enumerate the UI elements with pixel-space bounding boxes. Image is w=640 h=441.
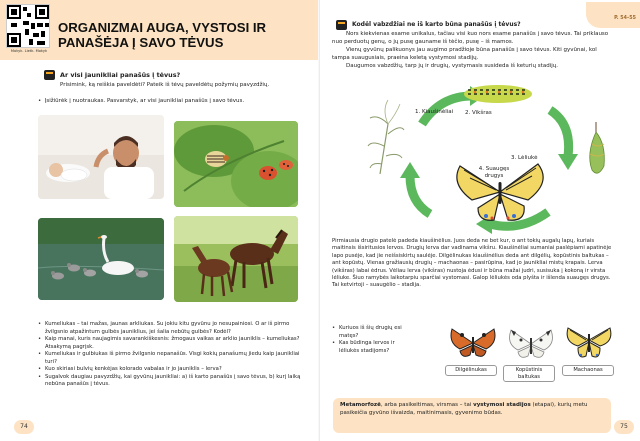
list-item: • Kumeliukas – tai mažas, jaunas arkliukas. Su jokiu kitu gyvūnu jo nesupainiosi. O ar iš pirmo žvilgsnio atpažintum gulbės jauniklius, jei šalia nebūtų gulbės? Kodėl? — [38, 321, 306, 336]
summary-end: (etapai), kurių metu pasikeičia gyvūno išvaizda, maitinimasis, gyvenimo būdas. — [340, 402, 588, 416]
intro-text: Prisimink, ką reiškia paveldėti? Pateik iš tėvų paveldėtų požymių pavyzdžių. — [60, 82, 270, 88]
butterfly-question-list — [332, 325, 412, 355]
list-item: • Kas būdinga lervos ir lėliukės stadijoms? — [332, 340, 412, 355]
photo-horses — [174, 216, 298, 302]
page-title: ORGANIZMAI AUGA, VYSTOSI IR PANAŠĖJA Į SAVO TĖVUS — [58, 20, 267, 50]
list-item: • Kuo skiriasi bulvių kenkėjas kolorado vabalas ir jo jauniklis – lerva? — [38, 366, 306, 374]
life-cycle-diagram — [360, 74, 630, 234]
chapter-badge — [586, 2, 640, 28]
butterfly-caption: Kopūstinis baltukas — [503, 365, 555, 382]
question-icon — [336, 20, 347, 30]
instruction-text — [38, 98, 308, 106]
bullet-icon: • — [38, 98, 45, 104]
section-question: Ar visi jaunikliai panašūs į tėvus? — [60, 71, 181, 79]
definition-box — [333, 398, 611, 433]
qr-caption: Mokyk. Lietk. Mokyk — [10, 49, 48, 53]
small-tortoiseshell-icon — [448, 325, 498, 361]
instruction-label: Įsižiūrėk į nuotraukas. Pasvarstyk, ar visi jaunikliai panašūs į savo tėvus. — [44, 98, 245, 104]
paragraph-3: Daugumos vabzdžių, tarp jų ir drugių, vystymasis susideda iš keturių stadijų. — [346, 63, 558, 69]
summary-mid: , arba pasikeitimas, virsmas – tai — [380, 402, 474, 408]
stage-label-pupa: 3. Lėliukė — [511, 155, 538, 161]
question-icon — [44, 70, 55, 80]
plant-illustration — [368, 100, 404, 174]
summary-term: Metamorfozė — [340, 402, 381, 408]
paragraph-1: Nors kiekvienas esame unikalus, tačiau visi kuo nors esame panašūs į savo tėvus. Tai priklauso nuo perduotų genų, o jų pusę gauname iš tėčio, pusę – iš mamos. — [332, 31, 609, 45]
paragraph-2: Vienų gyvūnų palikuonys jau augimo pradžioje būna panašūs į savo tėvus. Kiti gyvūnai, kol tampa suaugusiais, praeina keletą vystymosi stadijų. — [332, 47, 597, 61]
list-item: • Kaip manai, kuris naujagimis savarankiškesnis: žmogaus vaikas ar arklio jauniklis – kumeliukas? Atsakymą pagrįsk. — [38, 336, 306, 351]
list-item: • Sugalvok daugiau pavyzdžių, kai gyvūnų jaunikliai: a) iš karto panašūs į savo tėvus, b) kurį laiką nebūna panašūs į tėvus. — [38, 374, 306, 389]
page-number-right: 75 — [614, 420, 634, 434]
photo-colorado-beetles — [174, 121, 298, 207]
list-item: • Kumeliukas ir gulbiukas iš pirmo žvilgsnio nepanašūs. Visgi kokių panašumų jiedu kaip jaunikliai turi? — [38, 351, 306, 366]
photo-swans — [38, 218, 164, 300]
stage-label-adult: 4. Suaugęs drugys — [478, 166, 510, 179]
photo-father-baby — [38, 115, 164, 199]
section-question: Kodėl vabzdžiai ne iš karto būna panašūs į tėvus? — [352, 21, 521, 28]
chrysalis-illustration — [590, 122, 605, 173]
stage-label-eggs: 1. Kiaušinėliai — [415, 109, 454, 115]
paragraph-4: Pirmiausia drugio patelė padeda kiaušinėlius. Juos deda ne bet kur, o ant tokių augalų lapų, kuriais maitinsis išsiritusios lervos. Drugių lerva dar vadinama vikšru. Kiaušinėliai sumaniai paslėpiami apatinėje lapo pusėje, kad jie neišsiskirtų saulėje. Dilgėlinukas kiaušinėlius deda ant dilgėlių, kopūstinis baltukas – ant kopūstų. Vienas gražiausių drugių – machaonas – pasirūpina, kad jo jaunikliai mistų krapais. Lerva (vikšras) labai ėdrus. Vėliau lerva (vikšras) nustoja ėdusi ir būna mažai judri, susisuka į kokoną ir virsta lėliuke. Šiuo ramybės laikotarpiu sparčiai vystomasi. Galop lėliukės oda plyšta ir išlenda suaugęs drugys. Tai ketvirtoji – suaugėlio – stadija. — [332, 238, 612, 289]
swallowtail-icon — [564, 324, 614, 362]
question-list — [38, 321, 306, 389]
right-page — [320, 0, 640, 441]
cabbage-white-icon — [506, 326, 556, 362]
caterpillar-illustration — [464, 85, 532, 103]
butterfly-caption: Machaonas — [562, 365, 614, 376]
butterfly-caption: Dilgėlinukas — [445, 365, 497, 376]
chapter-badge-label: P. 54–55 — [614, 16, 636, 21]
page-number-left: 74 — [14, 420, 34, 434]
stage-label-larva: 2. Vikšras — [465, 110, 492, 116]
summary-bold: vystymosi stadijos — [473, 402, 531, 408]
qr-code-icon[interactable] — [6, 4, 50, 48]
list-item: • Kuriuos iš šių drugių esi matęs? — [332, 325, 412, 340]
